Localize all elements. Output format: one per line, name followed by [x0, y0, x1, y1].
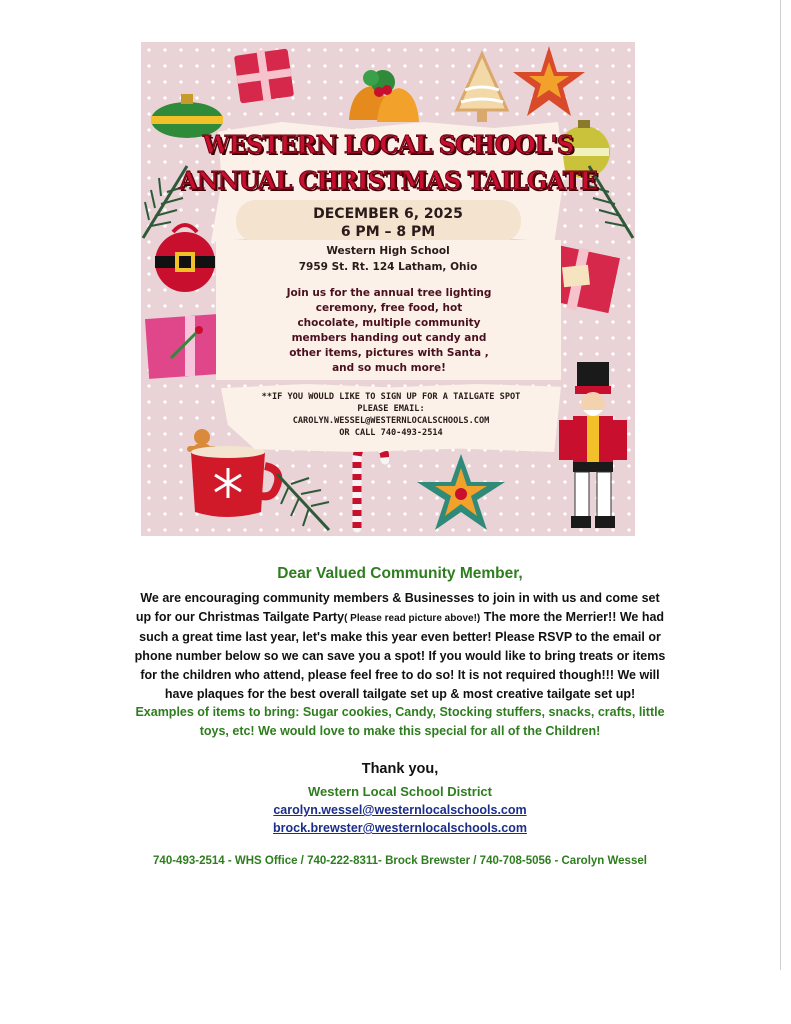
event-venue: Western High School: [326, 245, 450, 257]
signup-line: PLEASE EMAIL:: [357, 404, 425, 414]
paragraph-text: have plaques for the best overall tailgate set up & most creative tailgate set up!: [164, 687, 636, 701]
star-icon: [413, 452, 509, 532]
event-date: DECEMBER 6, 2025: [313, 206, 463, 222]
invite-line: members handing out candy and: [291, 332, 487, 344]
signature: Western Local School District: [308, 784, 492, 799]
invite-line: Join us for the annual tree lighting: [286, 287, 492, 299]
paragraph-line: [60, 666, 740, 685]
page-edge: [780, 0, 781, 970]
signup-info: [221, 391, 561, 439]
invite-line: ceremony, free food, hot: [315, 302, 463, 314]
event-time: 6 PM – 8 PM: [340, 224, 436, 240]
invite-line: and so much more!: [332, 362, 446, 374]
event-address: 7959 St. Rt. 124 Latham, Ohio: [298, 261, 478, 273]
signup-phone: OR CALL 740-493-2514: [339, 428, 443, 438]
invite-line: other items, pictures with Santa ,: [289, 347, 489, 359]
signup-line: **IF YOU WOULD LIKE TO SIGN UP FOR A TAILGATE SPOT: [261, 392, 521, 402]
bells-icon: [337, 60, 427, 130]
nutcracker-icon: [553, 358, 635, 536]
pine-branch-icon: [273, 470, 333, 534]
closing: Thank you,: [361, 761, 439, 777]
examples-line: Examples of items to bring: Sugar cookies, Candy, Stocking stuffers, snacks, crafts, little: [135, 705, 665, 719]
paragraph-line: [60, 628, 740, 647]
paragraph-text: The more the Merrier!! We had: [480, 610, 665, 624]
paragraph-line: [60, 647, 740, 666]
paragraph-line: [60, 685, 740, 704]
star-ornament-icon: [509, 42, 589, 122]
letter-paragraph: [60, 589, 740, 704]
tailgate-flyer: [141, 42, 635, 536]
invite-line: chocolate, multiple community: [297, 317, 481, 329]
paragraph-line: [60, 608, 740, 628]
email-link-carolyn[interactable]: carolyn.wessel@westernlocalschools.com: [273, 803, 527, 817]
paragraph-text: up for our Christmas Tailgate Party: [135, 610, 345, 624]
tree-cookie-icon: [447, 50, 517, 130]
flyer-title-line2: ANNUAL CHRISTMAS TAILGATE: [179, 166, 597, 195]
invite-text: [249, 286, 529, 376]
flyer-title-line1: WESTERN LOCAL SCHOOL'S: [202, 130, 574, 159]
examples-text: [60, 703, 740, 741]
letter-greeting: Dear Valued Community Member,: [277, 565, 523, 582]
gift-icon: [233, 46, 295, 104]
contact-phones: 740-493-2514 - WHS Office / 740-222-8311- Brock Brewster / 740-708-5056 - Carolyn Wessel: [153, 855, 647, 867]
email-link-brock[interactable]: brock.brewster@westernlocalschools.com: [273, 821, 527, 835]
paragraph-aside: ( Please read picture above!): [344, 613, 481, 624]
paragraph-text: We are encouraging community members & Businesses to join in with us and come set: [140, 591, 660, 605]
paragraph-text: such a great time last year, let's make this year even better! Please RSVP to the email or: [139, 630, 661, 644]
paragraph-text: for the children who attend, please feel free to do so! It is not required though!!! We will: [140, 668, 660, 682]
paragraph-text: phone number below so we can save you a spot! If you would like to bring treats or items: [134, 649, 666, 663]
examples-line: toys, etc! We would love to make this special for all of the Children!: [199, 724, 601, 738]
signup-email: CAROLYN.WESSEL@WESTERNLOCALSCHOOLS.COM: [292, 416, 490, 426]
paragraph-line: [60, 589, 740, 608]
candy-cane-icon: [345, 438, 389, 534]
